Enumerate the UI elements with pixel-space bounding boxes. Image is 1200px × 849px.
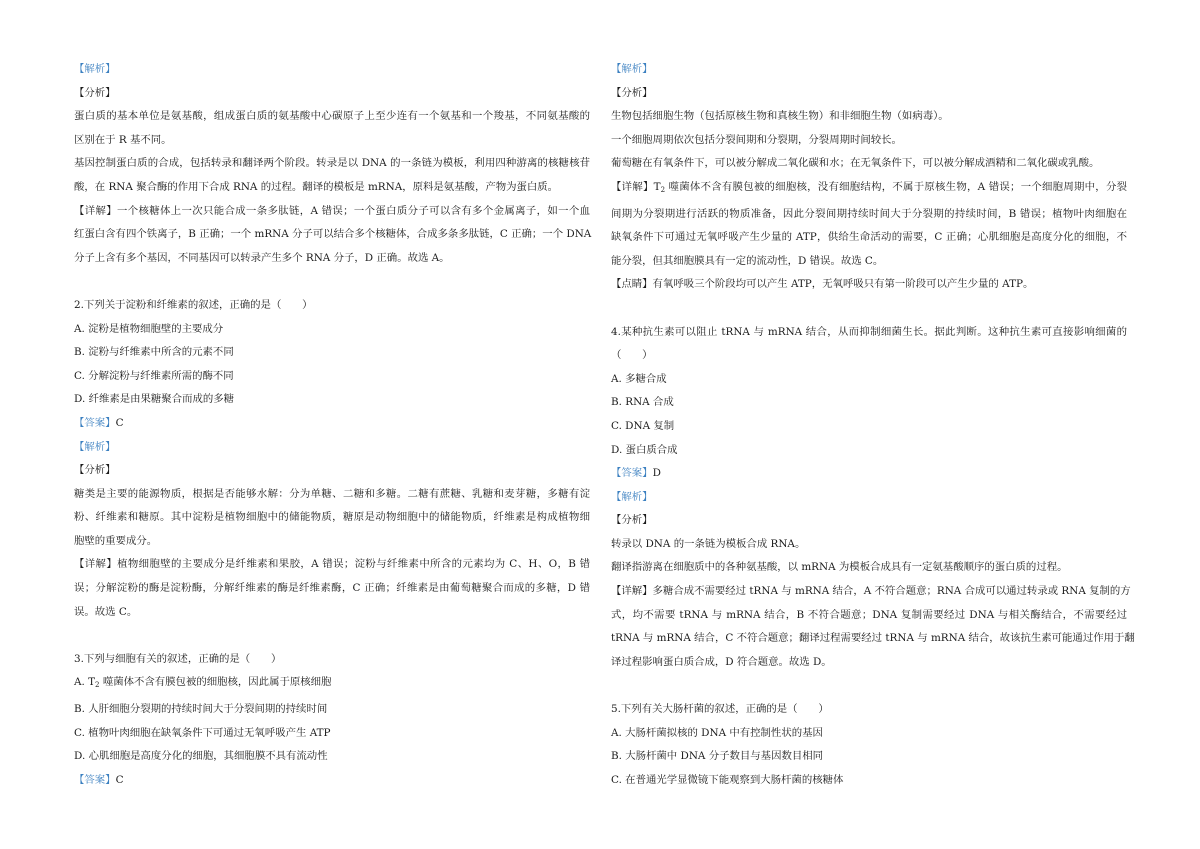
text-line: B. 大肠杆菌中 DNA 分子数目与基因数目相同: [611, 750, 824, 763]
text-line: 粉、纤维素和糖原。其中淀粉是植物细胞中的储能物质，糖原是动物细胞中的储能物质，纤维素是构成植物细: [74, 511, 590, 524]
text-line: A. 多糖合成: [611, 372, 667, 385]
tag-label: 【解析】: [74, 440, 116, 453]
blank-line: [74, 624, 590, 648]
answer-line: [74, 412, 590, 436]
text-line: B. 人肝细胞分裂期的持续时间大于分裂间期的持续时间: [74, 703, 328, 716]
left-column: [74, 58, 590, 792]
text-line: 胞壁的重要成分。: [74, 534, 158, 547]
text-line: C. 在普通光学显微镜下能观察到大肠杆菌的核糖体: [611, 773, 844, 786]
analysis-tag: [611, 486, 1127, 510]
text-line: 误；分解淀粉的酶是淀粉酶，分解纤维素的酶是纤维素酶，C 正确；纤维素是由葡萄糖聚合而成的多糖，D 错: [74, 582, 590, 595]
text-line: [611, 176, 1127, 203]
text-line: 转录以 DNA 的一条链为模板合成 RNA。: [611, 537, 806, 550]
text-line: 能分裂，但其细胞膜具有一定的流动性，D 错误。故选 C。: [611, 254, 884, 267]
text-line: 酸，在 RNA 聚合酶的作用下合成 RNA 的过程。翻译的模板是 mRNA，原料是氨基酸，产物为蛋白质。: [74, 180, 559, 193]
text-line: 【分析】: [74, 464, 116, 477]
text-line: 生物包括细胞生物（包括原核生物和真核生物）和非细胞生物（如病毒）。: [611, 110, 949, 123]
text-line: A. 淀粉是植物细胞壁的主要成分: [74, 322, 224, 335]
text-line: 【分析】: [611, 86, 653, 99]
text-segment: A. T: [74, 676, 96, 689]
blank-line: [611, 297, 1127, 321]
answer-tag: 【答案】: [611, 467, 653, 480]
text-line: 【详解】一个核糖体上一次只能合成一条多肽链，A 错误；一个蛋白质分子可以含有多个金属离子，如一个血: [74, 204, 590, 217]
text-line: D. 蛋白质合成: [611, 443, 678, 456]
text-line: 【详解】多糖合成不需要经过 tRNA 与 mRNA 结合，A 不符合题意；RNA 合成可以通过转录或 RNA 复制的方: [611, 585, 1131, 598]
text-line: 糖类是主要的能源物质，根据是否能够水解：分为单糖、二糖和多糖。二糖有蔗糖、乳糖和麦芽糖，多糖有淀: [74, 487, 590, 500]
text-line: 5.下列有关大肠杆菌的叙述，正确的是（ ）: [611, 703, 829, 716]
text-line: 误。故选 C。: [74, 605, 138, 618]
text-line: [74, 671, 590, 698]
answer-line: [611, 462, 1127, 486]
text-line: 分子上含有多个基因，不同基因可以转录产生多个 RNA 分子，D 正确。故选 A。: [74, 251, 450, 264]
text-line: 蛋白质的基本单位是氨基酸，组成蛋白质的氨基酸中心碳原子上至少连有一个氨基和一个羧基，不同氨基酸的: [74, 110, 590, 123]
text-line: C. DNA 复制: [611, 419, 675, 432]
analysis-tag: [611, 58, 1127, 82]
text-line: B. 淀粉与纤维素中所含的元素不同: [74, 346, 234, 359]
answer-tag: 【答案】: [74, 773, 116, 786]
text-line: C. 植物叶肉细胞在缺氧条件下可通过无氧呼吸产生 ATP: [74, 726, 331, 739]
text-line: 区别在于 R 基不同。: [74, 133, 172, 146]
analysis-tag: [74, 436, 590, 460]
answer-tag: 【答案】: [74, 416, 116, 429]
text-line: 间期为分裂期进行活跃的物质准备，因此分裂间期持续时间大于分裂期的持续时间，B 错误；植物叶肉细胞在: [611, 207, 1127, 220]
text-line: C. 分解淀粉与纤维素所需的酶不同: [74, 369, 234, 382]
text-line: A. 大肠杆菌拟核的 DNA 中有控制性状的基因: [611, 726, 823, 739]
answer-line: [74, 769, 590, 793]
text-line: B. RNA 合成: [611, 396, 674, 409]
answer-value: C: [115, 416, 124, 429]
blank-line: [74, 270, 590, 294]
blank-line: [611, 674, 1127, 698]
text-line: tRNA 与 mRNA 结合，C 不符合题意；翻译过程需要经过 tRNA 与 mRNA 结合，故该抗生素可能通过作用于翻: [611, 632, 1135, 645]
tag-label: 【解析】: [611, 63, 653, 75]
text-line: D. 心肌细胞是高度分化的细胞，其细胞膜不具有流动性: [74, 750, 328, 763]
answer-value: D: [652, 467, 661, 480]
text-line: 葡萄糖在有氧条件下，可以被分解成二氧化碳和水；在无氧条件下，可以被分解成酒精和二氧化碳或乳酸。: [611, 157, 1100, 170]
text-line: 【详解】植物细胞壁的主要成分是纤维素和果胶，A 错误；淀粉与纤维素中所含的元素均为 C、H、O，B 错: [74, 558, 590, 571]
text-line: 式，均不需要 tRNA 与 mRNA 结合，B 不符合题意；DNA 复制需要经过 DNA 与相关酶结合，不需要经过: [611, 608, 1127, 621]
text-line: 【分析】: [611, 514, 653, 527]
text-line: 红蛋白含有四个铁离子，B 正确；一个 mRNA 分子可以结合多个核糖体，合成多条多肽链，C 正确；一个 DNA: [74, 228, 592, 241]
text-segment: 噬菌体不含有膜包被的细胞核，没有细胞结构，不属于原核生物，A 错误；一个细胞周期中，分裂: [665, 180, 1127, 193]
text-line: 2.下列关于淀粉和纤维素的叙述，正确的是（ ）: [74, 298, 313, 311]
text-segment: 【详解】T: [611, 180, 661, 193]
tag-label: 【解析】: [74, 63, 116, 75]
text-line: 缺氧条件下可通过无氧呼吸产生少量的 ATP，供给生命活动的需要，C 正确；心肌细胞是高度分化的细胞，不: [611, 231, 1127, 244]
text-segment: 噬菌体不含有膜包被的细胞核，因此属于原核细胞: [99, 676, 332, 689]
subscript: 2: [660, 185, 666, 194]
text-line: 【点睛】有氧呼吸三个阶段均可以产生 ATP，无氧呼吸只有第一阶段可以产生少量的 ATP。: [611, 278, 1034, 291]
text-line: 翻译指游离在细胞质中的各种氨基酸，以 mRNA 为模板合成具有一定氨基酸顺序的蛋白质的过程。: [611, 561, 1068, 574]
text-line: （ ）: [611, 349, 653, 362]
tag-label: 【解析】: [611, 490, 653, 503]
text-line: 【分析】: [74, 86, 116, 99]
analysis-tag: [74, 58, 590, 82]
text-line: 译过程影响蛋白质合成，D 符合题意。故选 D。: [611, 655, 832, 668]
text-line: 4.某种抗生素可以阻止 tRNA 与 mRNA 结合，从而抑制细菌生长。据此判断。这种抗生素可直接影响细菌的: [611, 325, 1127, 338]
text-line: 基因控制蛋白质的合成，包括转录和翻译两个阶段。转录是以 DNA 的一条链为模板，利用四种游离的核糖核苷: [74, 157, 590, 170]
answer-value: C: [115, 773, 124, 786]
subscript: 2: [95, 681, 100, 690]
right-column: [611, 58, 1135, 792]
text-line: D. 纤维素是由果糖聚合而成的多糖: [74, 393, 235, 406]
text-line: 3.下列与细胞有关的叙述，正确的是（ ）: [74, 652, 282, 665]
text-line: 一个细胞周期依次包括分裂间期和分裂期，分裂周期时间较长。: [611, 133, 902, 146]
